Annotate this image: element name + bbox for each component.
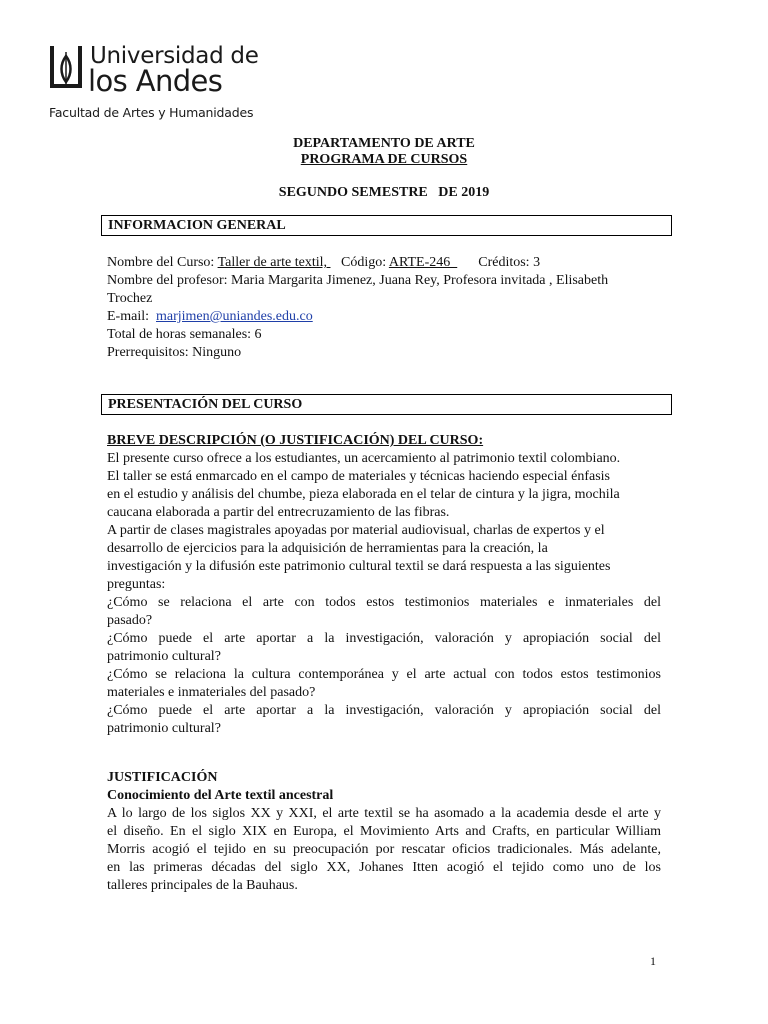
email-label: E-mail: [107, 309, 156, 324]
text-line: caucana elaborada a partir del entrecruzamiento de las fibras. [107, 505, 450, 520]
presentation-paragraphs [107, 450, 661, 738]
prerequisites-line: Prerrequisitos: Ninguno [107, 345, 242, 360]
text-line: ¿Cómo se relaciona el arte con todos estos testimonios materiales e inmateriales del [107, 595, 661, 610]
text-line: desarrollo de ejercicios para la adquisición de herramientas para la creación, la [107, 541, 548, 556]
credits-text: Créditos: 3 [457, 255, 541, 270]
course-line [107, 254, 661, 272]
text-line: preguntas: [107, 577, 166, 592]
text-line: investigación y la difusión este patrimonio cultural textil se dará respuesta a las siguientes [107, 559, 611, 574]
general-info-body [107, 254, 661, 362]
section-header-presentation: PRESENTACIÓN DEL CURSO [101, 394, 672, 415]
department-title: DEPARTAMENTO DE ARTE [293, 136, 475, 151]
text-line: A partir de clases magistrales apoyadas por material audiovisual, charlas de expertos y el [107, 523, 605, 538]
program-title-text: PROGRAMA DE CURSOS [300, 152, 468, 167]
text-line: pasado? [107, 613, 153, 628]
text-line: el diseño. En el siglo XIX en Europa, el Movimiento Arts and Crafts, en particular William [107, 824, 661, 839]
professor-line-1: Nombre del profesor: Maria Margarita Jimenez, Juana Rey, Profesora invitada , Elisabeth [107, 273, 609, 288]
professor-line-2: Trochez [107, 291, 153, 306]
logo-name-line2: los Andes [88, 64, 223, 98]
university-emblem-icon [49, 44, 83, 90]
program-title [0, 151, 768, 168]
text-line: ¿Cómo se relaciona la cultura contemporánea y el arte actual con todos estos testimonios [107, 667, 661, 682]
course-label: Nombre del Curso: [107, 255, 218, 270]
presentation-body [107, 432, 661, 738]
code-label: Código: [330, 255, 389, 270]
logo-name-line1: Universidad de [90, 43, 259, 69]
text-line: talleres principales de la Bauhaus. [107, 878, 298, 893]
text-line: patrimonio cultural? [107, 649, 221, 664]
justification-heading: JUSTIFICACIÓN [107, 770, 218, 785]
text-line: Morris acogió el tejido en su preocupación por rescatar oficios tradicionales. Más adelante, [107, 842, 661, 857]
text-line: El presente curso ofrece a los estudiantes, un acercamiento al patrimonio textil colombiano. [107, 451, 621, 466]
justification-subheading: Conocimiento del Arte textil ancestral [107, 788, 334, 803]
code-value: ARTE-246 [388, 255, 458, 270]
email-link[interactable]: marjimen@uniandes.edu.co [156, 309, 313, 324]
email-line [107, 308, 661, 326]
justification-body [107, 769, 661, 895]
hours-line: Total de horas semanales: 6 [107, 327, 262, 342]
section-header-general-info: INFORMACION GENERAL [101, 215, 672, 236]
text-line: en el estudio y análisis del chumbe, pieza elaborada en el telar de cintura y la jigra, mochila [107, 487, 620, 502]
text-line: materiales e inmateriales del pasado? [107, 685, 316, 700]
text-line: en las primeras décadas del siglo XX, Johanes Itten acogió el tejido como uno de los [107, 860, 661, 875]
description-subheading: BREVE DESCRIPCIÓN (O JUSTIFICACIÓN) DEL CURSO: [107, 433, 484, 448]
faculty-name: Facultad de Artes y Humanidades [49, 105, 254, 120]
text-line: A lo largo de los siglos XX y XXI, el arte textil se ha asomado a la academia desde el arte y [107, 806, 661, 821]
page-number: 1 [650, 954, 656, 968]
semester-title: SEGUNDO SEMESTRE DE 2019 [278, 185, 490, 200]
university-logo [49, 41, 259, 125]
justification-paragraphs [107, 805, 661, 895]
text-line: ¿Cómo puede el arte aportar a la investigación, valoración y apropiación social del [107, 631, 661, 646]
course-name: Taller de arte textil, [217, 255, 331, 270]
text-line: ¿Cómo puede el arte aportar a la investigación, valoración y apropiación social del [107, 703, 661, 718]
text-line: patrimonio cultural? [107, 721, 221, 736]
text-line: El taller se está enmarcado en el campo de materiales y técnicas haciendo especial énfasis [107, 469, 610, 484]
